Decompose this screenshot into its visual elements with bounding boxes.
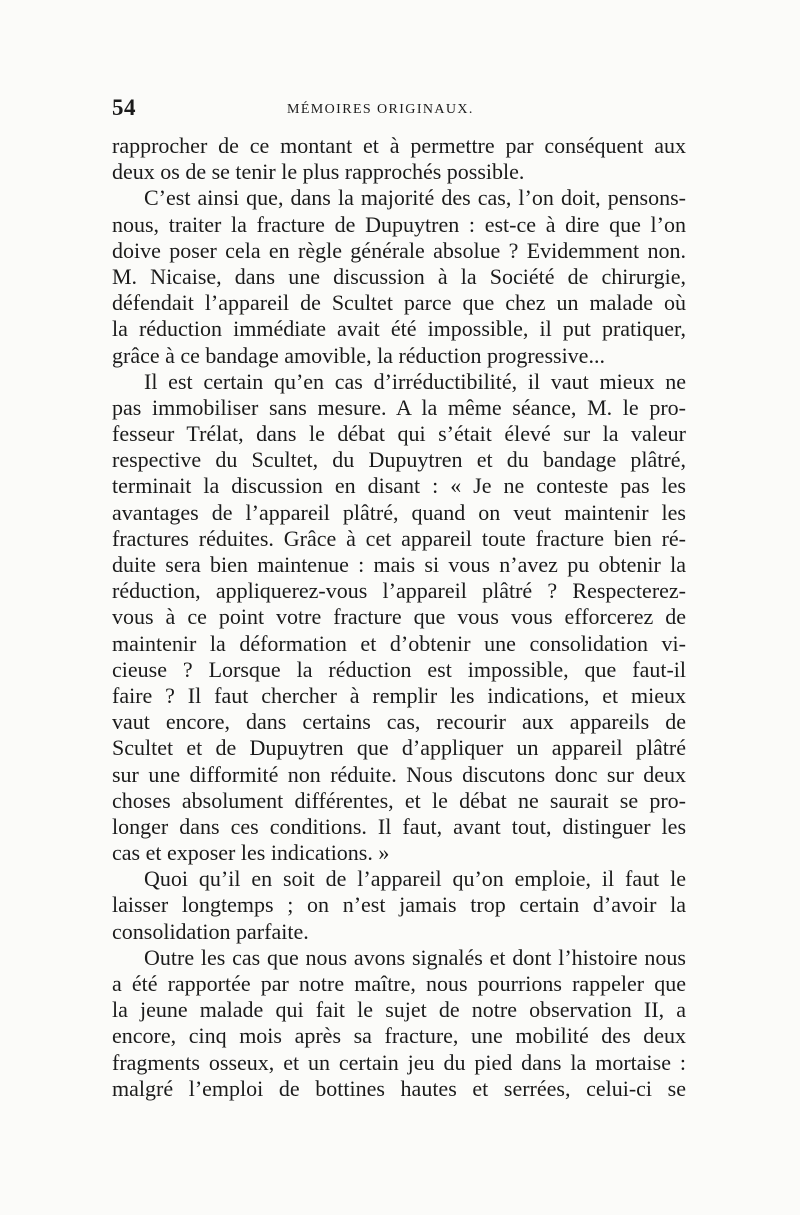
text-line: encore, cinq mois après sa fracture, une mobilité des deux (112, 1023, 686, 1049)
text-line: maintenir la déformation et d’obtenir une consolidation vi- (112, 630, 686, 656)
text-line: rapprocher de ce montant et à permettre par conséquent aux (112, 133, 686, 158)
text-line: fesseur Trélat, dans le débat qui s’était élevé sur la valeur (112, 421, 686, 447)
text-line: grâce à ce bandage amovible, la réduction progressive... (112, 342, 605, 368)
text-line: deux os de se tenir le plus rapprochés possible. (112, 159, 525, 185)
text-line: nous, traiter la fracture de Dupuytren : est-ce à dire que l’on (112, 211, 686, 237)
text-line: sur une difformité non réduite. Nous discutons donc sur deux (112, 761, 686, 787)
text-line: Quoi qu’il en soit de l’appareil qu’on emploie, il faut le (144, 866, 686, 892)
text-line: la jeune malade qui fait le sujet de notre observation II, a (112, 997, 686, 1023)
text-line: vous à ce point votre fracture que vous vous efforcerez de (112, 604, 686, 630)
body-text (112, 133, 686, 1102)
text-line: réduction, appliquerez-vous l’appareil plâtré ? Respecterez- (112, 578, 686, 604)
text-line: la réduction immédiate avait été impossible, il put pratiquer, (112, 316, 686, 342)
text-line: fractures réduites. Grâce à cet appareil toute fracture bien ré- (112, 525, 686, 551)
text-line: consolidation parfaite. (112, 918, 309, 944)
text-line: fragments osseux, et un certain jeu du pied dans la mortaise : (112, 1049, 686, 1075)
text-line: terminait la discussion en disant : « Je ne conteste pas les (112, 473, 686, 499)
text-line: cas et exposer les indications. » (112, 840, 390, 866)
text-line: respective du Scultet, du Dupuytren et du bandage plâtré, (112, 447, 686, 473)
text-line: a été rapportée par notre maître, nous pourrions rappeler que (112, 971, 686, 996)
text-line: laisser longtemps ; on n’est jamais trop certain d’avoir la (112, 892, 686, 918)
text-line: défendait l’appareil de Scultet parce que chez un malade où (112, 290, 686, 316)
text-line: M. Nicaise, dans une discussion à la Société de chirurgie, (112, 263, 686, 289)
text-line: longer dans ces conditions. Il faut, avant tout, distinguer les (112, 813, 686, 839)
text-line: doive poser cela en règle générale absolue ? Evidemment non. (112, 237, 686, 263)
text-line: avantages de l’appareil plâtré, quand on veut maintenir les (112, 499, 686, 525)
text-line: faire ? Il faut chercher à remplir les indications, et mieux (112, 682, 686, 708)
text-line: malgré l’emploi de bottines hautes et serrées, celui-ci se (112, 1075, 686, 1101)
text-line: vaut encore, dans certains cas, recourir aux appareils de (112, 709, 686, 735)
text-line: Scultet et de Dupuytren que d’appliquer un appareil plâtré (112, 735, 686, 761)
text-line: Il est certain qu’en cas d’irréductibilité, il vaut mieux ne (144, 368, 686, 394)
text-line: cieuse ? Lorsque la réduction est impossible, que faut-il (112, 656, 686, 682)
page-number: 54 (112, 95, 136, 120)
running-title: MÉMOIRES ORIGINAUX. (287, 102, 474, 117)
text-line: Outre les cas que nous avons signalés et dont l’histoire nous (144, 944, 686, 970)
text-line: duite sera bien maintenue : mais si vous n’avez pu obtenir la (112, 552, 686, 577)
text-line: C’est ainsi que, dans la majorité des cas, l’on doit, pensons- (144, 185, 686, 211)
text-line: choses absolument différentes, et le débat ne saurait se pro- (112, 787, 686, 813)
text-line: pas immobiliser sans mesure. A la même séance, M. le pro- (112, 394, 686, 420)
page-header (112, 95, 686, 125)
